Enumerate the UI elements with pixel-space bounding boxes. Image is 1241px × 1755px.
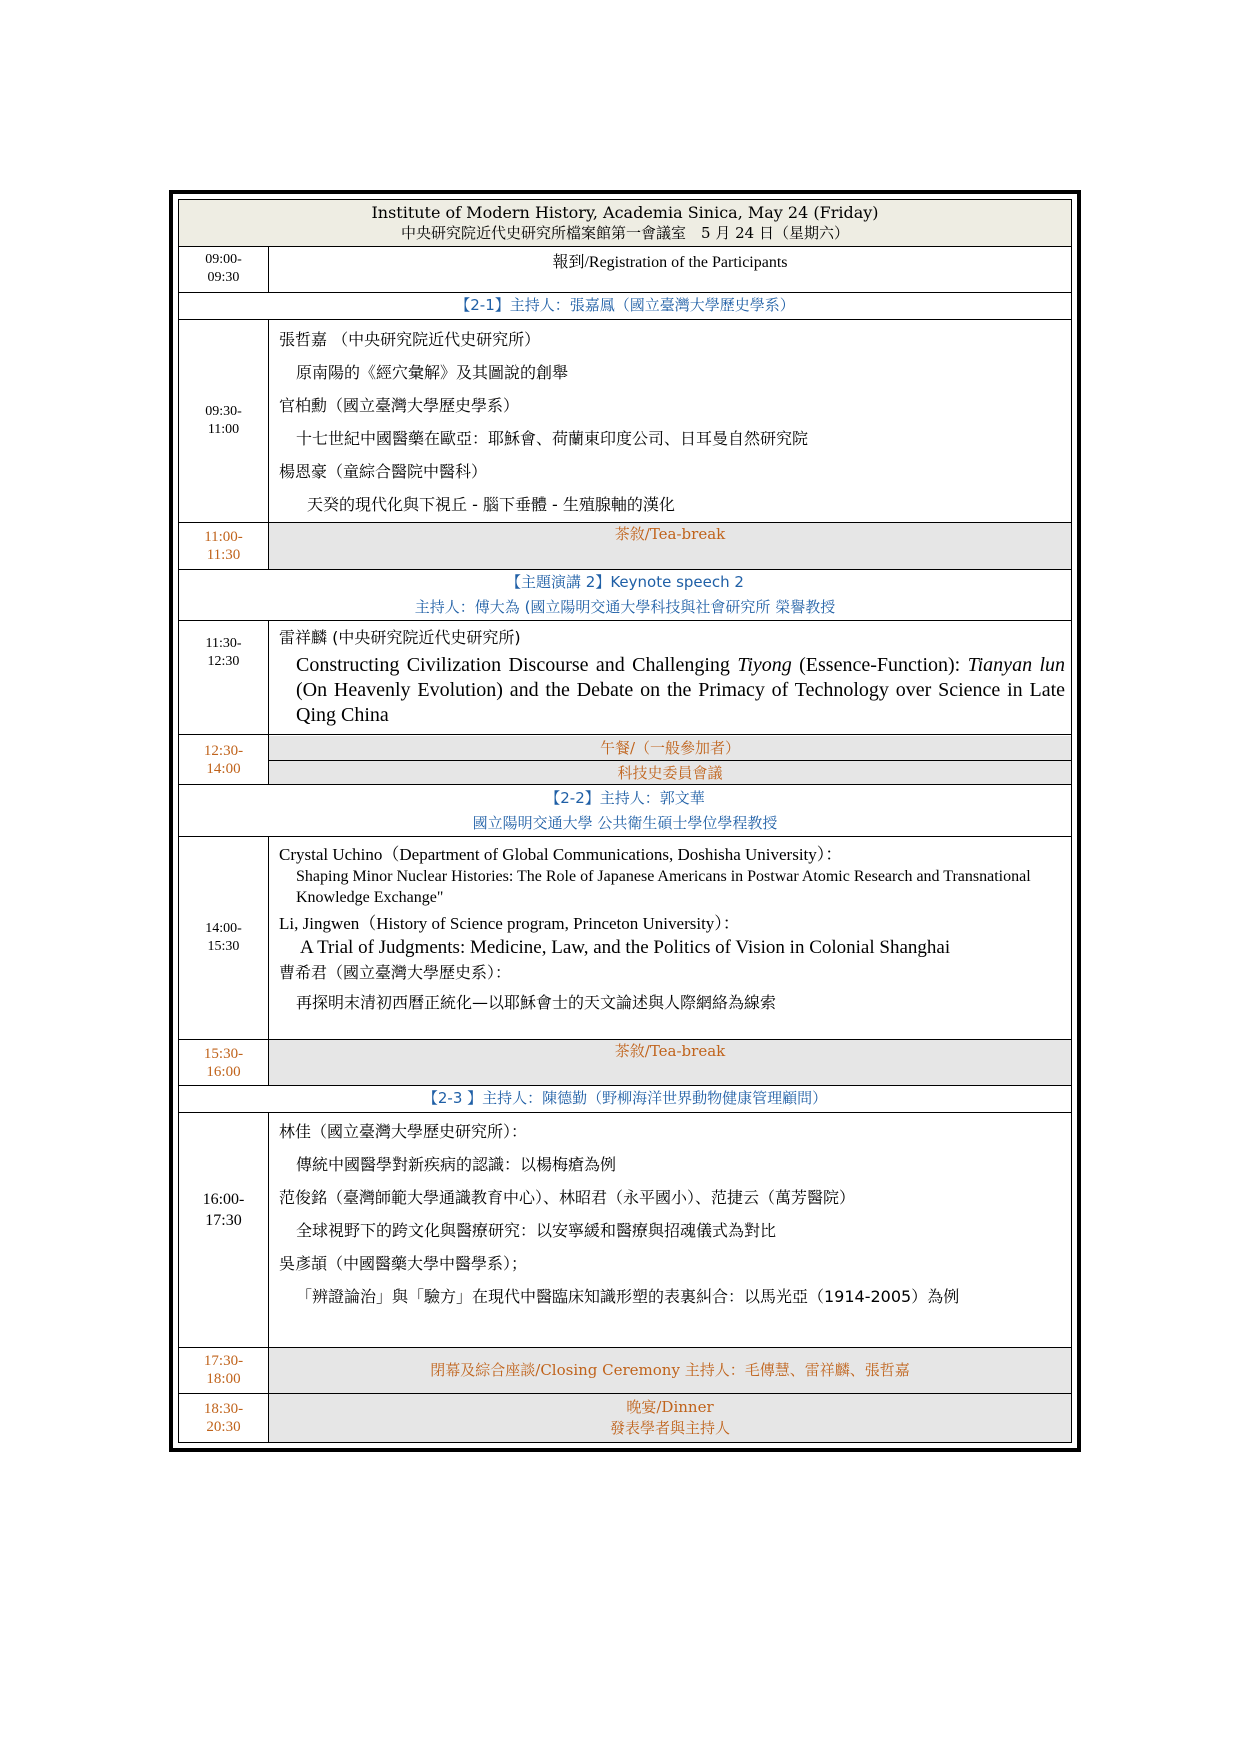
venue-chinese: 中央研究院近代史研究所檔案館第一會議室 5 月 24 日（星期六）: [401, 223, 849, 242]
talk-title: 天癸的現代化與下視丘 - 腦下垂體 - 生殖腺軸的漢化: [307, 494, 675, 514]
registration-row: [179, 246, 1072, 293]
tea-break-2-time: 15:30- 16:00: [179, 1039, 269, 1086]
talk-title: 十七世紀中國醫藥在歐亞：耶穌會、荷蘭東印度公司、日耳曼自然研究院: [296, 428, 809, 448]
lunch-cells: [269, 734, 1072, 785]
closing-time: 17:30- 18:00: [179, 1347, 269, 1394]
tea-break-1-label: 茶敘/Tea-break: [269, 523, 1072, 570]
tea-break-1-row: [179, 523, 1072, 570]
lunch-label: 午餐/（一般參加者）: [269, 736, 1071, 760]
dinner-row: [179, 1394, 1072, 1443]
talk-title: 原南陽的《經穴彙解》及其圖說的創舉: [296, 362, 569, 382]
session-2-3-row: [179, 1112, 1072, 1347]
session-2-2-talks: [269, 837, 1072, 1040]
talk-speaker: 張哲嘉 （中央研究院近代史研究所）: [279, 329, 541, 349]
venue-english: Institute of Modern History, Academia Sinica, May 24 (Friday): [371, 202, 879, 222]
keynote-talk: [269, 621, 1072, 734]
session-2-1-header: 【2-1】主持人：張嘉鳳（國立臺灣大學歷史學系）: [179, 293, 1072, 319]
session-2-1-time: 09:30- 11:00: [179, 319, 269, 523]
session-2-2-header-row: [179, 785, 1072, 837]
session-2-1-talks: [269, 319, 1072, 523]
session-2-1-row: [179, 319, 1072, 523]
dinner-label: 晚宴/Dinner 發表學者與主持人: [269, 1394, 1072, 1443]
session-2-1-header-row: [179, 293, 1072, 319]
keynote-header-row: [179, 569, 1072, 621]
dinner-time: 18:30- 20:30: [179, 1394, 269, 1443]
talk-title: 再探明末清初西曆正統化—以耶穌會士的天文論述與人際網絡為線索: [296, 993, 777, 1013]
keynote-speaker: 雷祥麟 (中央研究院近代史研究所): [279, 628, 521, 648]
schedule-table: [178, 199, 1072, 1443]
talk-speaker: 范俊銘（臺灣師範大學通識教育中心）、林昭君（永平國小）、范捷云（萬芳醫院）: [279, 1187, 856, 1207]
keynote-header: [179, 569, 1072, 621]
tea-break-1-time: 11:00- 11:30: [179, 523, 269, 570]
session-2-2-header: 【2-2】主持人：郭文華 國立陽明交通大學 公共衛生碩士學位學程教授: [179, 785, 1072, 837]
talk-speaker: 林佳（國立臺灣大學歷史研究所）：: [279, 1121, 528, 1141]
talk-title: 傳統中國醫學對新疾病的認識：以楊梅瘡為例: [296, 1154, 617, 1174]
keynote-time: 11:30- 12:30: [179, 621, 269, 734]
closing-row: [179, 1347, 1072, 1394]
session-2-3-time: 16:00- 17:30: [179, 1112, 269, 1347]
talk-speaker: 楊恩豪（童綜合醫院中醫科）: [279, 461, 488, 481]
keynote-row: [179, 621, 1072, 734]
tea-break-2-label: 茶敘/Tea-break: [269, 1039, 1072, 1086]
lunch-time: 12:30- 14:00: [179, 734, 269, 785]
venue-header: [179, 200, 1072, 247]
session-2-3-header: 【2-3 】主持人：陳德勤（野柳海洋世界動物健康管理顧問）: [179, 1086, 1072, 1112]
session-2-2-time: 14:00- 15:30: [179, 837, 269, 1040]
session-2-3-talks: [269, 1112, 1072, 1347]
talk-speaker: 吳彥頡（中國醫藥大學中醫學系）；: [279, 1253, 528, 1273]
committee-meeting-label: 科技史委員會議: [269, 760, 1071, 784]
keynote-title: 【主題演講 2】Keynote speech 2: [506, 573, 744, 592]
session-2-3-header-row: [179, 1086, 1072, 1112]
registration-label: 報到/Registration of the Participants: [269, 246, 1072, 293]
talk-title: Shaping Minor Nuclear Histories: The Role of Japanese Americans in Postwar Atomic Research and Transnational Knowledge Exchange": [296, 868, 1031, 907]
keynote-talk-title: Constructing Civilization Discourse and Challenging Tiyong (Essence-Function): Tianyan lun (On Heavenly Evolution) and the Debate on the Primacy of Technology over Science in Late Qing China: [296, 654, 1066, 727]
lunch-row: [179, 734, 1072, 785]
session-2-2-row: [179, 837, 1072, 1040]
registration-time: 09:00- 09:30: [179, 246, 269, 293]
talk-title: 全球視野下的跨文化與醫療研究：以安寧緩和醫療與招魂儀式為對比: [296, 1220, 777, 1240]
talk-speaker: 曹希君（國立臺灣大學歷史系）：: [279, 963, 512, 983]
closing-label: 閉幕及綜合座談/Closing Ceremony 主持人：毛傳慧、雷祥麟、張哲嘉: [269, 1347, 1072, 1394]
keynote-chair: 主持人：傅大為 (國立陽明交通大學科技與社會研究所 榮譽教授: [414, 598, 836, 617]
talk-speaker: Li, Jingwen（History of Science program, Princeton University）：: [279, 914, 740, 934]
header-row: [179, 200, 1072, 247]
talk-title: 「辨證論治」與「驗方」在現代中醫臨床知識形塑的表裏糾合：以馬光亞（1914-2005）為例: [296, 1286, 960, 1306]
talk-speaker: Crystal Uchino（Department of Global Communications, Doshisha University）：: [279, 845, 843, 865]
schedule-frame: [169, 190, 1081, 1452]
tea-break-2-row: [179, 1039, 1072, 1086]
talk-speaker: 官柏勳（國立臺灣大學歷史學系）: [279, 395, 520, 415]
talk-title: A Trial of Judgments: Medicine, Law, and the Politics of Vision in Colonial Shanghai: [300, 937, 951, 959]
